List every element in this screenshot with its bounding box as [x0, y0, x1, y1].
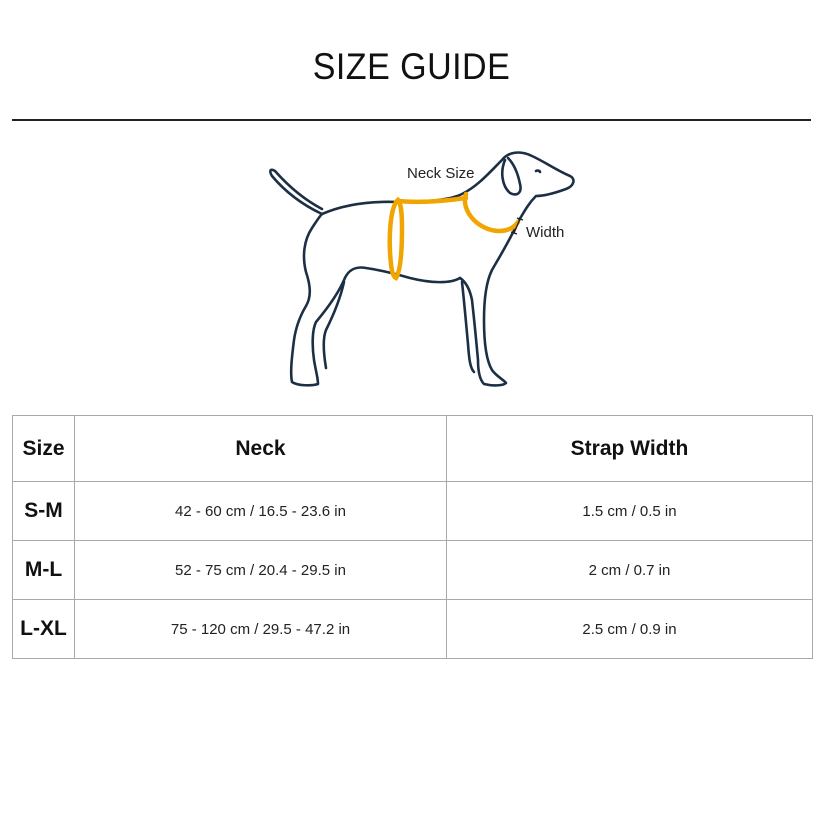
- harness-straps: [390, 194, 518, 278]
- neck-size-label: Neck Size: [407, 165, 475, 182]
- neck-cell: 42 - 60 cm / 16.5 - 23.6 in: [75, 482, 447, 541]
- table-row: [13, 482, 813, 541]
- strap-width-cell: 2 cm / 0.7 in: [447, 541, 813, 600]
- strap-width-cell: 1.5 cm / 0.5 in: [447, 482, 813, 541]
- table-row: [13, 600, 813, 659]
- size-table: [12, 415, 813, 659]
- neck-cell: 75 - 120 cm / 29.5 - 47.2 in: [75, 600, 447, 659]
- size-cell: M-L: [13, 541, 75, 600]
- table-header-row: [13, 416, 813, 482]
- dog-outline: [270, 153, 573, 386]
- title-divider: [12, 119, 811, 121]
- table-row: [13, 541, 813, 600]
- page-title: SIZE GUIDE: [312, 46, 511, 87]
- width-label: Width: [526, 224, 565, 241]
- header-size: Size: [13, 416, 75, 482]
- header-strap-width: Strap Width: [447, 416, 813, 482]
- dog-harness-illustration: [255, 140, 585, 395]
- strap-width-cell: 2.5 cm / 0.9 in: [447, 600, 813, 659]
- size-cell: S-M: [13, 482, 75, 541]
- header-neck: Neck: [75, 416, 447, 482]
- size-cell: L-XL: [13, 600, 75, 659]
- neck-cell: 52 - 75 cm / 20.4 - 29.5 in: [75, 541, 447, 600]
